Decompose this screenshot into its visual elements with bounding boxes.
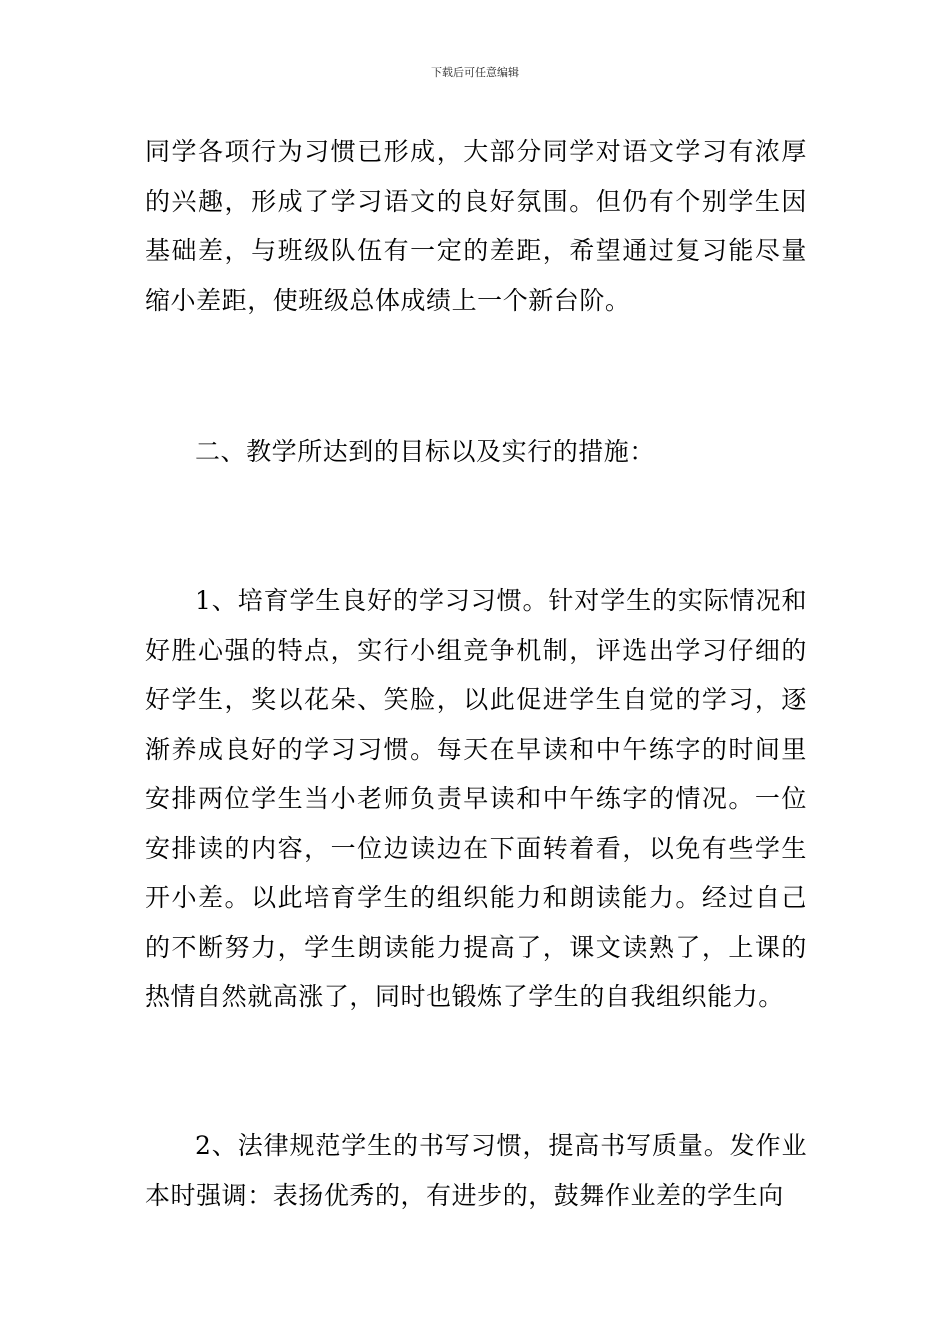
paragraph-writing-habits: 2、法律规范学生的书写习惯，提高书写质量。发作业本时强调：表扬优秀的，有进步的，鼓舞作业差的学生向 [145,1131,807,1210]
paragraph-continuation: 同学各项行为习惯已形成，大部分同学对语文学习有浓厚的兴趣，形成了学习语文的良好氛围。但仍有个别学生因基础差，与班级队伍有一定的差距，希望通过复习能尽量缩小差距，使班级总体成绩上一个新台阶。 [145,137,807,315]
paragraph-study-habits: 1、培育学生良好的学习习惯。针对学生的实际情况和好胜心强的特点，实行小组竞争机制，评选出学习仔细的好学生，奖以花朵、笑脸，以此促进学生自觉的学习，逐渐养成良好的学习习惯。每天在早读和中午练字的时间里安排两位学生当小老师负责早读和中午练字的情况。一位安排读的内容，一位边读边在下面转着看，以免有些学生开小差。以此培育学生的组织能力和朗读能力。经过自己的不断努力，学生朗读能力提高了，课文读熟了，上课的热情自然就高涨了，同时也锻炼了学生的自我组织能力。 [145,586,807,1011]
page-header: 下载后可任意编辑 [431,66,519,79]
section-heading: 二、教学所达到的目标以及实行的措施： [195,437,655,466]
